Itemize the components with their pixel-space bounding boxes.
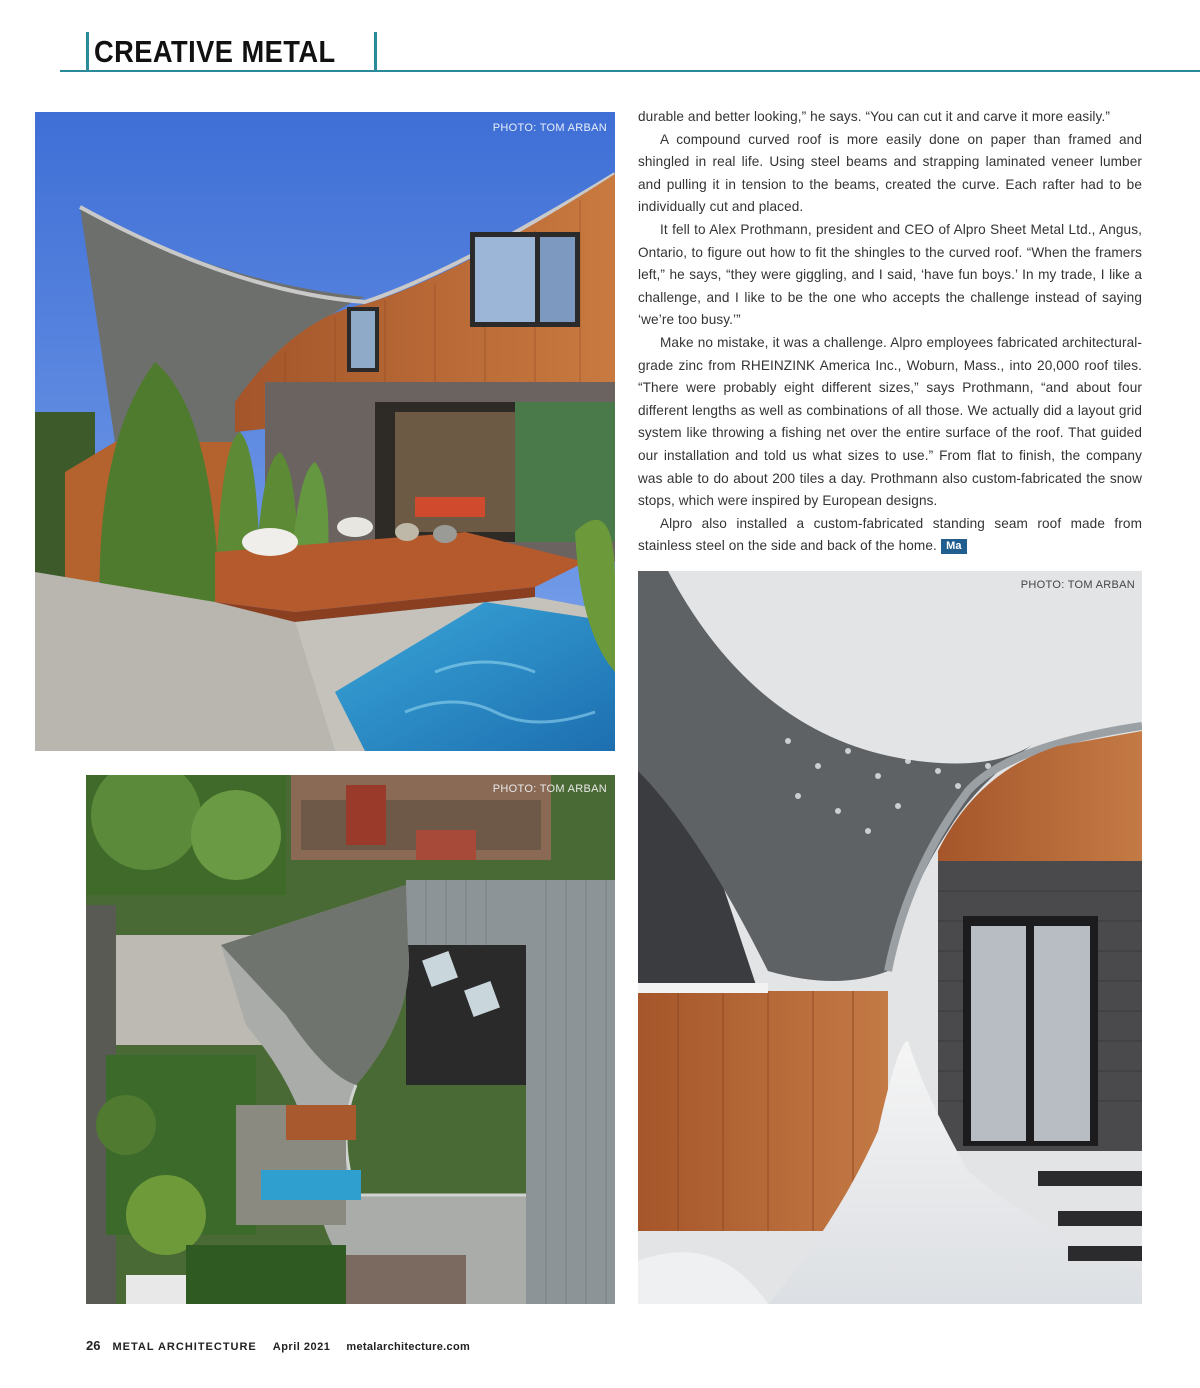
photo-credit: PHOTO: TOM ARBAN: [492, 783, 607, 795]
paragraph: durable and better looking,” he says. “You can cut it and carve it more easily.”: [638, 109, 1110, 124]
house-pool-photo: [35, 112, 615, 751]
section-title: CREATIVE METAL: [94, 34, 336, 69]
paragraph: A compound curved roof is more easily done on paper than framed and shingled in real life. Using steel beams and strapping laminated veneer lumber and pulling it in tension to the beams, created the curve. Each rafter had to be individually cut and placed.: [638, 131, 1142, 215]
aerial-roof-photo: [86, 775, 615, 1304]
page-footer: [86, 1338, 470, 1353]
page-number: 26: [86, 1338, 101, 1353]
snow-roof-photo: [638, 571, 1142, 1304]
section-header: [86, 32, 377, 72]
paragraph-text: Alpro also installed a custom-fabricated standing seam roof made from stainless steel on the side and back of the home.: [638, 515, 1142, 554]
issue-date: April 2021: [272, 1341, 331, 1353]
photo-credit: PHOTO: TOM ARBAN: [1020, 579, 1135, 591]
magazine-name: METAL ARCHITECTURE: [112, 1341, 257, 1353]
paragraph: It fell to Alex Prothmann, president and CEO of Alpro Sheet Metal Ltd., Angus, Ontario, to figure out how to fit the shingles to the curved roof. “When the framers left,” he says, “they were giggling, and I said, ‘have fun boys.’ In my trade, I like a challenge, and I like to be the one who accepts the challenge instead of saying ‘we’re too busy.’”: [638, 221, 1142, 328]
photo-credit: PHOTO: TOM ARBAN: [492, 122, 607, 134]
website-url: metalarchitecture.com: [346, 1341, 471, 1353]
article-body: [638, 106, 1142, 558]
paragraph-last: [638, 513, 1142, 558]
paragraph: Make no mistake, it was a challenge. Alpro employees fabricated architectural-grade zinc from RHEINZINK America Inc., Woburn, Mass., into 20,000 roof tiles. “There were probably eight different sizes,” says Prothmann, “and about four different lengths as well as combinations of all those. We actually did a layout grid system like throwing a fishing net over the entire surface of the roof. That guided our installation and told us what sizes to use.” From flat to finish, the company was able to do about 200 tiles a day. Prothmann also custom-fabricated the snow stops, which were inspired by European designs.: [638, 334, 1142, 509]
end-mark-logo: Ma: [941, 539, 967, 554]
